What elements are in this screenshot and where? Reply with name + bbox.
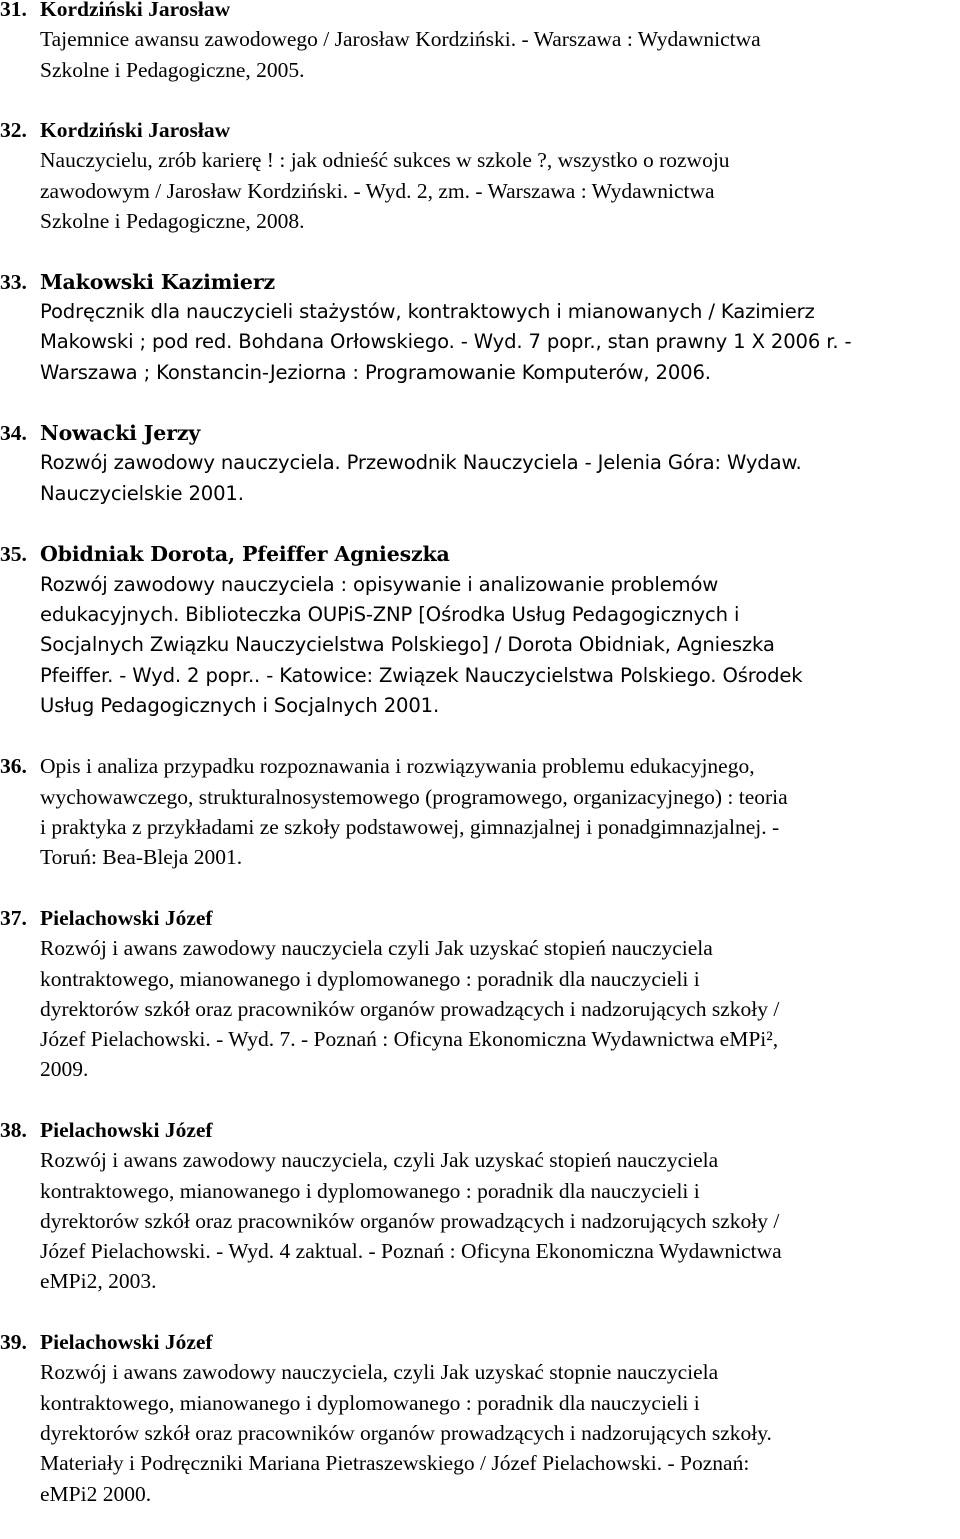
entry-line: Szkolne i Pedagogiczne, 2008. — [40, 209, 305, 234]
entry-author: Pielachowski Józef — [40, 1117, 213, 1142]
entry-number: 34. — [0, 421, 27, 446]
entry-line: Materiały i Podręczniki Mariana Pietraszewskiego / Józef Pielachowski. - Poznań: — [40, 1451, 750, 1476]
entry-description — [40, 751, 960, 872]
entry-line: kontraktowego, mianowanego i dyplomowanego : poradnik dla nauczycieli i — [40, 1390, 700, 1415]
entry-line: Szkolne i Pedagogiczne, 2005. — [40, 57, 305, 82]
entry-author: Obidniak Dorota, Pfeiffer Agnieszka — [40, 542, 450, 567]
bibliography-entry — [0, 267, 960, 388]
entry-number: 37. — [0, 905, 27, 930]
entry-line: Pfeiffer. - Wyd. 2 popr.. - Katowice: Związek Nauczycielstwa Polskiego. Ośrodek — [40, 663, 803, 687]
entry-line: Tajemnice awansu zawodowego / Jarosław Kordziński. - Warszawa : Wydawnictwa — [40, 27, 761, 52]
entry-line: Józef Pielachowski. - Wyd. 7. - Poznań : Oficyna Ekonomiczna Wydawnictwa eMPi², — [40, 1027, 779, 1052]
entry-line: Rozwój zawodowy nauczyciela : opisywanie i analizowanie problemów — [40, 572, 719, 596]
entry-line: Toruń: Bea-Bleja 2001. — [40, 845, 243, 870]
entry-line: Opis i analiza przypadku rozpoznawania i rozwiązywania problemu edukacyjnego, — [40, 754, 755, 779]
bibliography-entry — [0, 0, 960, 85]
entry-line: Rozwój i awans zawodowy nauczyciela czyli Jak uzyskać stopień nauczyciela — [40, 936, 713, 961]
entry-line: Nauczycielskie 2001. — [40, 481, 244, 505]
entry-description — [40, 570, 960, 721]
bibliography-entry — [0, 1327, 960, 1509]
entry-number: 38. — [0, 1117, 27, 1142]
entry-line: dyrektorów szkół oraz pracowników organów prowadzących i nadzorujących szkoły. — [40, 1420, 772, 1445]
entry-description — [40, 448, 960, 509]
entry-line: Warszawa ; Konstancin-Jeziorna : Programowanie Komputerów, 2006. — [40, 360, 711, 384]
entry-author: Pielachowski Józef — [40, 1330, 213, 1355]
entry-author: Pielachowski Józef — [40, 905, 213, 930]
entry-line: dyrektorów szkół oraz pracowników organów prowadzących i nadzorujących szkoły / — [40, 996, 780, 1021]
entry-author: Makowski Kazimierz — [40, 269, 275, 294]
entry-line: Socjalnych Związku Nauczycielstwa Polskiego] / Dorota Obidniak, Agnieszka — [40, 633, 775, 657]
bibliography-entry — [0, 418, 960, 509]
entry-description — [40, 24, 960, 85]
entry-number: 31. — [0, 0, 27, 21]
entry-line: edukacyjnych. Biblioteczka OUPiS-ZNP [Ośrodka Usług Pedagogicznych i — [40, 602, 740, 626]
entry-line: Rozwój i awans zawodowy nauczyciela, czyli Jak uzyskać stopień nauczyciela — [40, 1148, 719, 1173]
entry-number: 33. — [0, 269, 27, 294]
entry-line: zawodowym / Jarosław Kordziński. - Wyd. 2, zm. - Warszawa : Wydawnictwa — [40, 178, 715, 203]
entry-number: 32. — [0, 118, 27, 143]
entry-line: Rozwój i awans zawodowy nauczyciela, czyli Jak uzyskać stopnie nauczyciela — [40, 1360, 719, 1385]
entry-description — [40, 933, 960, 1084]
entry-line: i praktyka z przykładami ze szkoły podstawowej, gimnazjalnej i ponadgimnazjalnej. - — [40, 815, 780, 840]
entry-line: Makowski ; pod red. Bohdana Orłowskiego. - Wyd. 7 popr., stan prawny 1 X 2006 r. - — [40, 330, 852, 354]
entry-line: kontraktowego, mianowanego i dyplomowanego : poradnik dla nauczycieli i — [40, 1178, 700, 1203]
bibliography-entry — [0, 751, 960, 872]
entry-line: kontraktowego, mianowanego i dyplomowanego : poradnik dla nauczycieli i — [40, 966, 700, 991]
entry-author: Nowacki Jerzy — [40, 421, 201, 446]
entry-line: Usług Pedagogicznych i Socjalnych 2001. — [40, 693, 440, 717]
entry-line: 2009. — [40, 1057, 89, 1082]
entry-author: Kordziński Jarosław — [40, 118, 231, 143]
entry-number: 35. — [0, 542, 27, 567]
entry-line: Nauczycielu, zrób karierę ! : jak odnieść sukces w szkole ?, wszystko o rozwoju — [40, 148, 730, 173]
bibliography-entry — [0, 1115, 960, 1297]
entry-line: Józef Pielachowski. - Wyd. 4 zaktual. - Poznań : Oficyna Ekonomiczna Wydawnictwa — [40, 1239, 782, 1264]
entry-number: 36. — [0, 754, 27, 779]
entry-line: eMPi2, 2003. — [40, 1269, 157, 1294]
entry-line: dyrektorów szkół oraz pracowników organów prowadzących i nadzorujących szkoły / — [40, 1208, 780, 1233]
entry-description — [40, 297, 960, 388]
entry-line: Podręcznik dla nauczycieli stażystów, kontraktowych i mianowanych / Kazimierz — [40, 299, 815, 323]
entry-description — [40, 1145, 960, 1296]
entry-line: wychowawczego, strukturalnosystemowego (programowego, organizacyjnego) : teoria — [40, 784, 788, 809]
entry-description — [40, 1357, 960, 1508]
bibliography-entry — [0, 903, 960, 1085]
entry-description — [40, 145, 960, 236]
bibliography-entry — [0, 115, 960, 236]
entry-number: 39. — [0, 1330, 27, 1355]
entry-line: Rozwój zawodowy nauczyciela. Przewodnik Nauczyciela - Jelenia Góra: Wydaw. — [40, 451, 802, 475]
bibliography-entry — [0, 539, 960, 721]
entry-line: eMPi2 2000. — [40, 1481, 152, 1506]
entry-author: Kordziński Jarosław — [40, 0, 231, 21]
